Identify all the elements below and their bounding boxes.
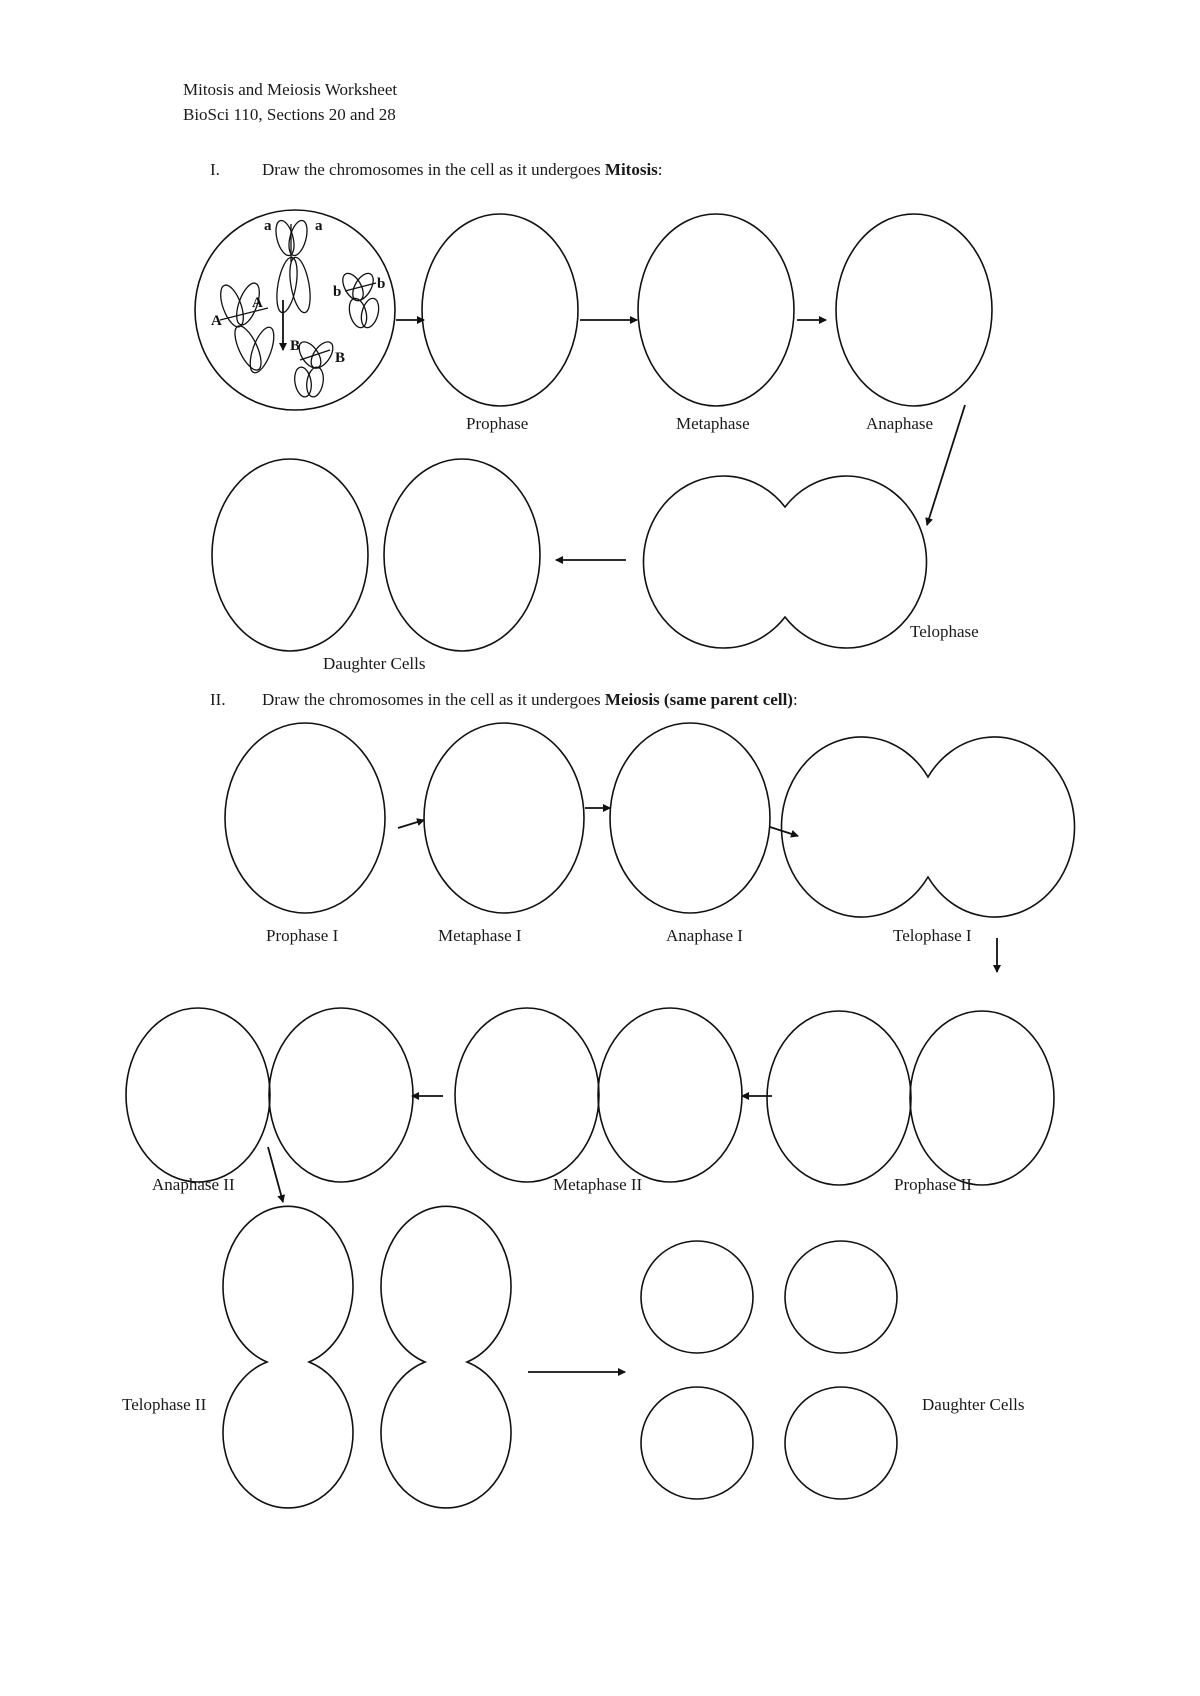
prophase-cell xyxy=(422,214,578,406)
instruction-text: Draw the chromosomes in the cell as it undergoes xyxy=(262,690,605,709)
anaphase-cell xyxy=(836,214,992,406)
instruction-keyword: Meiosis (same parent cell) xyxy=(604,690,793,709)
label-metaphase: Metaphase xyxy=(676,414,750,433)
allele-A-left: A xyxy=(211,313,222,329)
label-metaphase-1: Metaphase I xyxy=(438,926,522,945)
label-anaphase-2: Anaphase II xyxy=(152,1175,235,1194)
label-metaphase-2: Metaphase II xyxy=(553,1175,643,1194)
final-daughter-cell-1 xyxy=(641,1241,753,1353)
telophase-2-cell-left xyxy=(223,1206,353,1508)
allele-A-right: A xyxy=(252,295,263,311)
label-final-daughter-cells: Daughter Cells xyxy=(922,1395,1025,1414)
label-anaphase: Anaphase xyxy=(866,414,934,433)
section-number: II. xyxy=(210,690,226,709)
daughter-cell-2 xyxy=(384,459,540,651)
telophase-cell xyxy=(643,476,926,648)
arrow-to-telophase-1 xyxy=(770,827,798,836)
label-prophase-2: Prophase II xyxy=(894,1175,972,1194)
allele-b-right: b xyxy=(377,276,386,292)
metaphase-2-cell-left xyxy=(455,1008,599,1182)
label-prophase: Prophase xyxy=(466,414,529,433)
allele-B-right: B xyxy=(335,350,346,366)
label-telophase: Telophase xyxy=(910,622,979,641)
allele-B-left: B xyxy=(290,338,301,354)
daughter-cell-1 xyxy=(212,459,368,651)
allele-a-right: a xyxy=(315,218,323,234)
anaphase-2-cell-left xyxy=(126,1008,270,1182)
prophase-2-cell-left xyxy=(767,1011,911,1185)
label-daughter-cells: Daughter Cells xyxy=(323,654,426,673)
metaphase-2-cell-right xyxy=(598,1008,742,1182)
label-prophase-1: Prophase I xyxy=(266,926,339,945)
label-anaphase-1: Anaphase I xyxy=(666,926,743,945)
metaphase-cell xyxy=(638,214,794,406)
section-number: I. xyxy=(210,160,220,179)
course-info: BioSci 110, Sections 20 and 28 xyxy=(183,105,396,124)
anaphase-1-cell xyxy=(610,723,770,913)
label-telophase-2: Telophase II xyxy=(122,1395,207,1414)
final-daughter-cell-2 xyxy=(785,1241,897,1353)
instruction-suffix: : xyxy=(657,160,663,179)
prophase-1-cell xyxy=(225,723,385,913)
instruction-text: Draw the chromosomes in the cell as it undergoes xyxy=(262,160,605,179)
metaphase-1-cell xyxy=(424,723,584,913)
instruction-suffix: : xyxy=(792,690,798,709)
instruction-keyword: Mitosis xyxy=(604,160,658,179)
chromosome-b xyxy=(339,270,382,330)
chromosome-a xyxy=(273,219,314,315)
final-daughter-cell-3 xyxy=(641,1387,753,1499)
arrow-to-metaphase-1 xyxy=(398,820,424,828)
telophase-1-cell xyxy=(781,737,1074,917)
label-telophase-1: Telophase I xyxy=(893,926,972,945)
allele-b-left: b xyxy=(333,284,342,300)
chromosome-A xyxy=(216,280,279,375)
anaphase-2-cell-right xyxy=(269,1008,413,1182)
final-daughter-cell-4 xyxy=(785,1387,897,1499)
prophase-2-cell-right xyxy=(910,1011,1054,1185)
telophase-2-cell-right xyxy=(381,1206,511,1508)
allele-a-left: a xyxy=(264,218,272,234)
worksheet-title: Mitosis and Meiosis Worksheet xyxy=(183,80,398,99)
arrow-to-telophase-2 xyxy=(268,1147,283,1202)
